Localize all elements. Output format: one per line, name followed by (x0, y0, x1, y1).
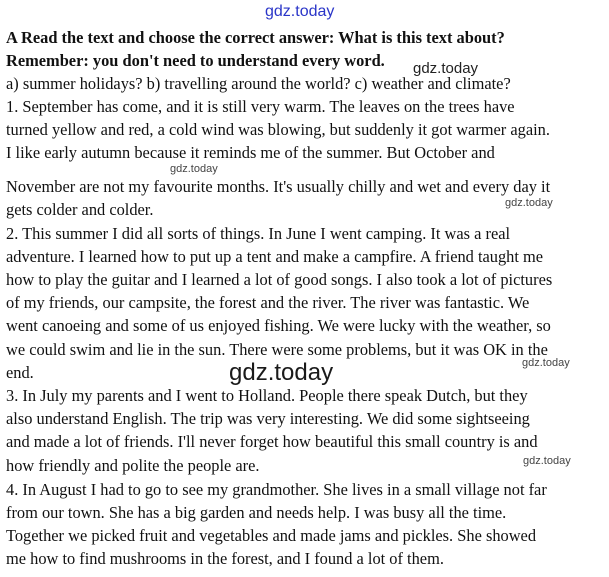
text-line: adventure. I learned how to put up a tent and make a campfire. A friend taught me (6, 247, 544, 266)
text-line: gets colder and colder. (6, 200, 154, 219)
heading-line-2: Remember: you don't need to understand every word. (6, 51, 385, 70)
text-line: turned yellow and red, a cold wind was blowing, but suddenly it got warmer again. (6, 120, 550, 139)
text-line: 1. September has come, and it is still very warm. The leaves on the trees have (6, 97, 515, 116)
text-line: November are not my favourite months. It's usually chilly and wet and every day it (6, 177, 551, 196)
text-line: of my friends, our campsite, the forest and the river. The river was fantastic. We (6, 293, 530, 312)
text-line: we could swim and lie in the sun. There were some problems, but it was OK in the (6, 340, 548, 359)
text-line: also understand English. The trip was very interesting. We did some sightseeing (6, 409, 530, 428)
text-line: Together we picked fruit and vegetables and made jams and pickles. She showed (6, 526, 537, 545)
text-line: me how to find mushrooms in the forest, and I found a lot of them. (6, 549, 444, 568)
watermark: gdz.today (505, 197, 553, 209)
text-line: and made a lot of friends. I'll never forget how beautiful this small country is and (6, 432, 538, 451)
text-line: end. (6, 363, 34, 382)
text-line: I like early autumn because it reminds me of the summer. But October and (6, 143, 495, 162)
text-line: how to play the guitar and I learned a lot of good songs. I also took a lot of pictures (6, 270, 553, 289)
watermark: gdz.today (522, 357, 570, 369)
text-line: from our town. She has a big garden and needs help. I was busy all the time. (6, 503, 507, 522)
watermark-large: gdz.today (229, 359, 334, 386)
answer-options: a) summer holidays? b) travelling around the world? c) weather and climate? (6, 74, 511, 93)
watermark: gdz.today (170, 163, 218, 175)
text-line: how friendly and polite the people are. (6, 456, 260, 475)
text-line: 4. In August I had to go to see my grandmother. She lives in a small village not far (6, 480, 547, 499)
text-line: went canoeing and some of us enjoyed fishing. We were lucky with the weather, so (6, 316, 551, 335)
watermark-top: gdz.today (265, 3, 335, 20)
heading-line-1: A Read the text and choose the correct answer: What is this text about? (6, 28, 505, 47)
watermark: gdz.today (413, 60, 479, 77)
text-line: 2. This summer I did all sorts of things. In June I went camping. It was a real (6, 224, 511, 243)
text-line: 3. In July my parents and I went to Holland. People there speak Dutch, but they (6, 386, 528, 405)
watermark: gdz.today (523, 455, 571, 467)
